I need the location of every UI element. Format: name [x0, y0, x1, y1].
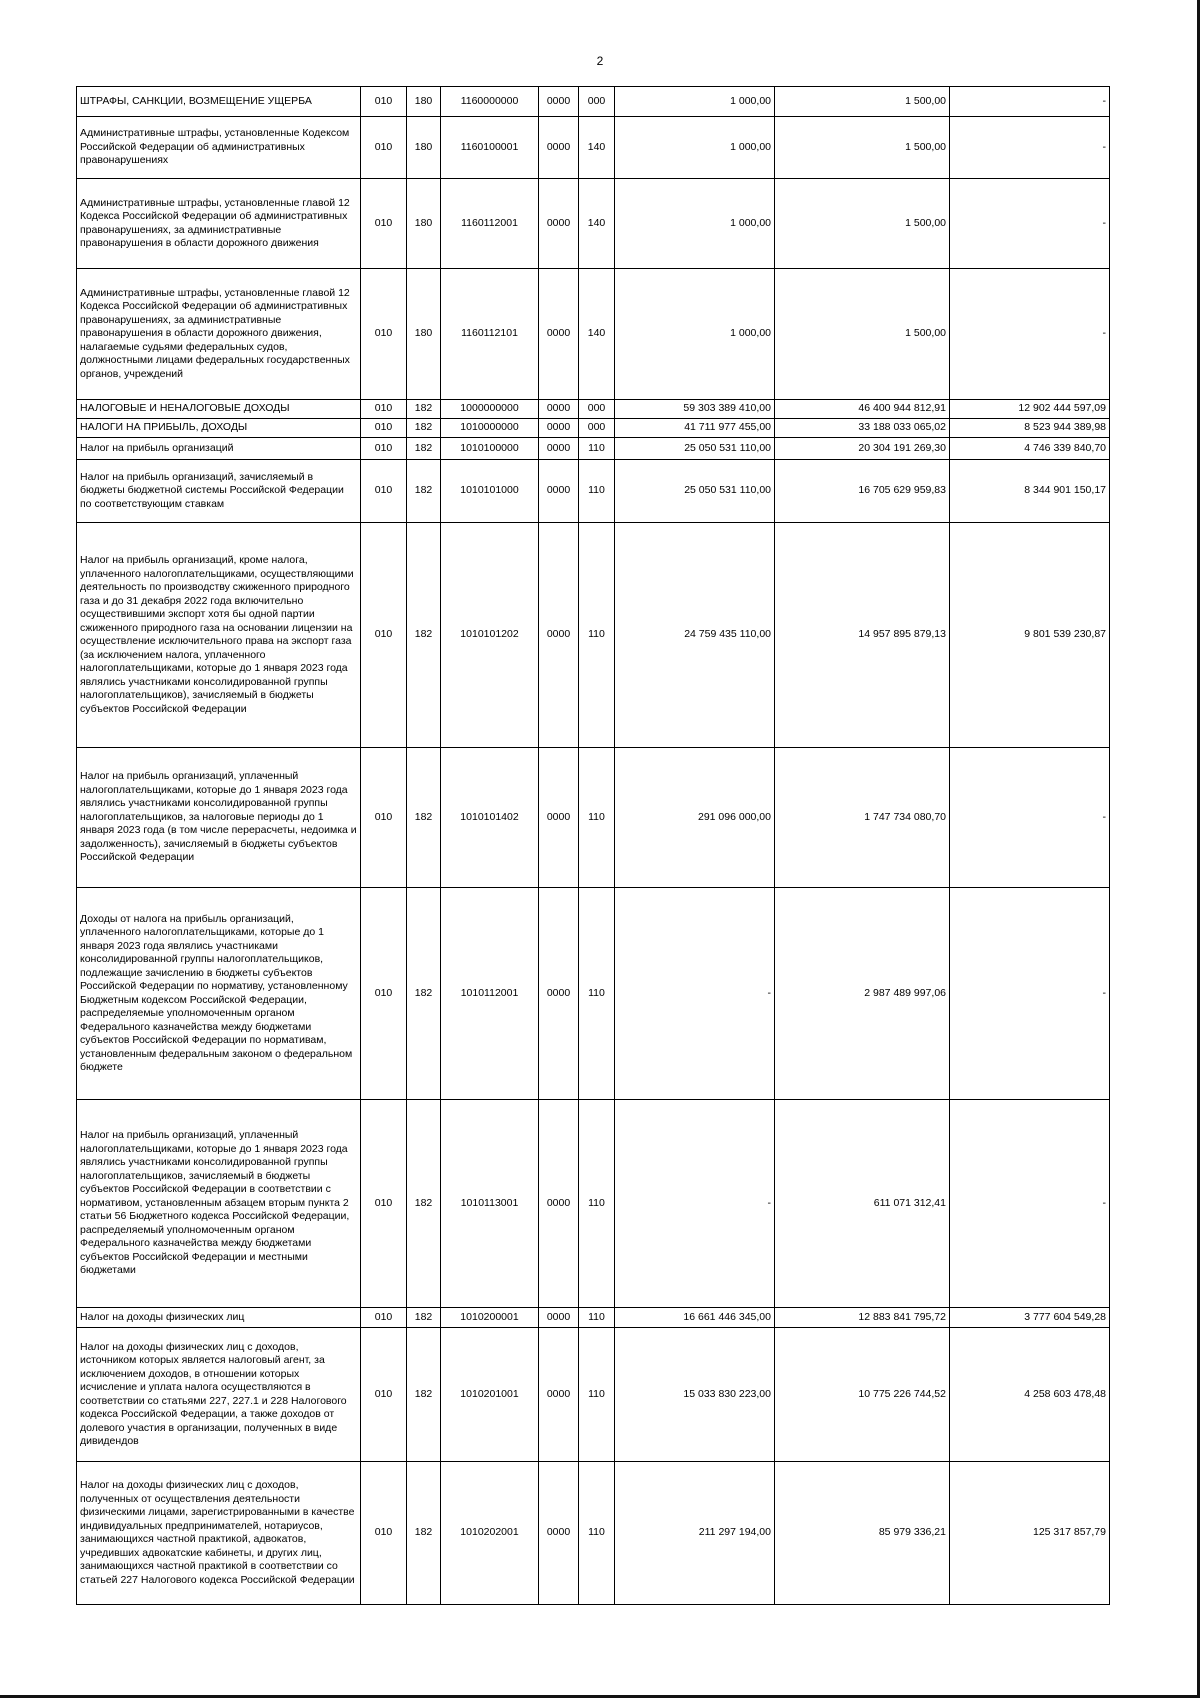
code-cell: 182: [407, 438, 441, 460]
value-cell: 125 317 857,79: [950, 1462, 1110, 1605]
code-cell: 180: [407, 87, 441, 117]
code-cell: 180: [407, 179, 441, 269]
value-cell: 8 523 944 389,98: [950, 419, 1110, 438]
row-name: НАЛОГОВЫЕ И НЕНАЛОГОВЫЕ ДОХОДЫ: [77, 400, 361, 419]
code-cell: 010: [361, 1100, 407, 1308]
code-cell: 0000: [539, 179, 579, 269]
row-name: Налог на доходы физических лиц: [77, 1308, 361, 1328]
table-row: [77, 888, 1110, 1100]
code-cell: 0000: [539, 888, 579, 1100]
value-cell: 20 304 191 269,30: [775, 438, 950, 460]
value-cell: 1 500,00: [775, 117, 950, 179]
code-cell: 1010101402: [441, 748, 539, 888]
code-cell: 010: [361, 748, 407, 888]
code-cell: 0000: [539, 1328, 579, 1462]
value-cell: 1 500,00: [775, 269, 950, 400]
value-cell: 59 303 389 410,00: [615, 400, 775, 419]
value-cell: 8 344 901 150,17: [950, 460, 1110, 523]
table-row: [77, 179, 1110, 269]
code-cell: 010: [361, 1328, 407, 1462]
code-cell: 000: [579, 87, 615, 117]
code-cell: 0000: [539, 269, 579, 400]
value-cell: -: [950, 748, 1110, 888]
code-cell: 140: [579, 179, 615, 269]
value-cell: 25 050 531 110,00: [615, 438, 775, 460]
code-cell: 110: [579, 1328, 615, 1462]
value-cell: -: [950, 888, 1110, 1100]
value-cell: 25 050 531 110,00: [615, 460, 775, 523]
table-row: [77, 523, 1110, 748]
row-name: Налог на прибыль организаций: [77, 438, 361, 460]
row-name: Налог на прибыль организаций, уплаченный налогоплательщиками, которые до 1 января 2023 года являлись участниками консолидированной группы налогоплательщиков, за налоговые периоды до 1 января 2023 года (в том числе перерасчеты, недоимка и задолженность), зачисляемый в бюджеты субъектов Российской Федерации: [77, 748, 361, 888]
row-name: Налог на доходы физических лиц с доходов, источником которых является налоговый агент, за исключением доходов, в отношении которых исчисление и уплата налога осуществляются в соответствии со статьями 227, 227.1 и 228 Налогового кодекса Российской Федерации, а также доходов от долевого участия в организации, полученных в виде дивидендов: [77, 1328, 361, 1462]
code-cell: 010: [361, 1308, 407, 1328]
code-cell: 182: [407, 460, 441, 523]
code-cell: 140: [579, 269, 615, 400]
value-cell: 85 979 336,21: [775, 1462, 950, 1605]
code-cell: 182: [407, 1462, 441, 1605]
code-cell: 110: [579, 1100, 615, 1308]
code-cell: 010: [361, 269, 407, 400]
code-cell: 182: [407, 419, 441, 438]
code-cell: 1010100000: [441, 438, 539, 460]
code-cell: 0000: [539, 1462, 579, 1605]
code-cell: 010: [361, 460, 407, 523]
code-cell: 0000: [539, 117, 579, 179]
table-row: [77, 438, 1110, 460]
value-cell: 14 957 895 879,13: [775, 523, 950, 748]
value-cell: 1 500,00: [775, 179, 950, 269]
value-cell: 12 902 444 597,09: [950, 400, 1110, 419]
code-cell: 182: [407, 1308, 441, 1328]
code-cell: 1010101000: [441, 460, 539, 523]
value-cell: -: [950, 117, 1110, 179]
code-cell: 0000: [539, 87, 579, 117]
value-cell: 1 000,00: [615, 87, 775, 117]
value-cell: -: [615, 1100, 775, 1308]
table-row: [77, 748, 1110, 888]
code-cell: 000: [579, 419, 615, 438]
value-cell: 24 759 435 110,00: [615, 523, 775, 748]
code-cell: 0000: [539, 1308, 579, 1328]
row-name: Налог на прибыль организаций, кроме налога, уплаченного налогоплательщиками, осуществляющими деятельность по производству сжиженного природного газа и до 31 декабря 2022 года включительно осуществившими экспорт хотя бы одной партии сжиженного природного газа на основании лицензии на осуществление исключительного права на экспорт газа (за исключением налога, уплаченного налогоплательщиками, которые до 1 января 2023 года являлись участниками консолидированной группы налогоплательщиков), зачисляемый в бюджеты субъектов Российской Федерации: [77, 523, 361, 748]
table-row: [77, 419, 1110, 438]
value-cell: 15 033 830 223,00: [615, 1328, 775, 1462]
code-cell: 010: [361, 523, 407, 748]
code-cell: 010: [361, 1462, 407, 1605]
page-number: 2: [596, 54, 604, 68]
table-row: [77, 269, 1110, 400]
value-cell: -: [950, 1100, 1110, 1308]
code-cell: 1160112001: [441, 179, 539, 269]
code-cell: 1160000000: [441, 87, 539, 117]
code-cell: 0000: [539, 419, 579, 438]
row-name: НАЛОГИ НА ПРИБЫЛЬ, ДОХОДЫ: [77, 419, 361, 438]
table-row: [77, 400, 1110, 419]
code-cell: 1010000000: [441, 419, 539, 438]
code-cell: 182: [407, 1100, 441, 1308]
row-name: Налог на доходы физических лиц с доходов, полученных от осуществления деятельности физическими лицами, зарегистрированными в качестве индивидуальных предпринимателей, нотариусов, занимающихся частной практикой, адвокатов, учредивших адвокатские кабинеты, и других лиц, занимающихся частной практикой в соответствии со статьей 227 Налогового кодекса Российской Федерации: [77, 1462, 361, 1605]
value-cell: 1 500,00: [775, 87, 950, 117]
value-cell: 10 775 226 744,52: [775, 1328, 950, 1462]
code-cell: 110: [579, 888, 615, 1100]
row-name: Налог на прибыль организаций, уплаченный налогоплательщиками, которые до 1 января 2023 года являлись участниками консолидированной группы налогоплательщиков, зачисляемый в бюджеты субъектов Российской Федерации в соответствии с нормативом, установленным абзацем вторым пункта 2 статьи 56 Бюджетного кодекса Российской Федерации, распределяемый уполномоченным органом Федерального казначейства между бюджетами субъектов Российской Федерации и местными бюджетами: [77, 1100, 361, 1308]
code-cell: 182: [407, 888, 441, 1100]
code-cell: 0000: [539, 748, 579, 888]
code-cell: 110: [579, 438, 615, 460]
code-cell: 180: [407, 269, 441, 400]
value-cell: 4 746 339 840,70: [950, 438, 1110, 460]
value-cell: -: [615, 888, 775, 1100]
value-cell: 211 297 194,00: [615, 1462, 775, 1605]
value-cell: 4 258 603 478,48: [950, 1328, 1110, 1462]
value-cell: 1 000,00: [615, 117, 775, 179]
value-cell: 3 777 604 549,28: [950, 1308, 1110, 1328]
code-cell: 1160100001: [441, 117, 539, 179]
budget-revenue-table: [76, 86, 1110, 1605]
code-cell: 010: [361, 400, 407, 419]
row-name: Доходы от налога на прибыль организаций, уплаченного налогоплательщиками, которые до 1 января 2023 года являлись участниками консолидированной группы налогоплательщиков, подлежащие зачислению в бюджеты субъектов Российской Федерации по нормативу, установленному Бюджетным кодексом Российской Федерации, распределяемые уполномоченным органом Федерального казначейства между бюджетами субъектов Российской Федерации по нормативам, установленным федеральным законом о федеральном бюджете: [77, 888, 361, 1100]
value-cell: 33 188 033 065,02: [775, 419, 950, 438]
value-cell: 1 747 734 080,70: [775, 748, 950, 888]
code-cell: 1010101202: [441, 523, 539, 748]
value-cell: 46 400 944 812,91: [775, 400, 950, 419]
code-cell: 110: [579, 523, 615, 748]
value-cell: 9 801 539 230,87: [950, 523, 1110, 748]
code-cell: 180: [407, 117, 441, 179]
table-row: [77, 117, 1110, 179]
table-row: [77, 1308, 1110, 1328]
code-cell: 1010201001: [441, 1328, 539, 1462]
code-cell: 1160112101: [441, 269, 539, 400]
code-cell: 1010200001: [441, 1308, 539, 1328]
code-cell: 110: [579, 1308, 615, 1328]
table-row: [77, 1100, 1110, 1308]
value-cell: 2 987 489 997,06: [775, 888, 950, 1100]
code-cell: 010: [361, 117, 407, 179]
code-cell: 110: [579, 1462, 615, 1605]
code-cell: 110: [579, 748, 615, 888]
value-cell: 41 711 977 455,00: [615, 419, 775, 438]
code-cell: 0000: [539, 1100, 579, 1308]
code-cell: 182: [407, 400, 441, 419]
value-cell: 1 000,00: [615, 269, 775, 400]
table-row: [77, 1328, 1110, 1462]
code-cell: 1010112001: [441, 888, 539, 1100]
code-cell: 1010113001: [441, 1100, 539, 1308]
code-cell: 182: [407, 523, 441, 748]
code-cell: 010: [361, 438, 407, 460]
code-cell: 182: [407, 1328, 441, 1462]
row-name: Административные штрафы, установленные Кодексом Российской Федерации об административных правонарушениях: [77, 117, 361, 179]
code-cell: 110: [579, 460, 615, 523]
value-cell: -: [950, 179, 1110, 269]
code-cell: 0000: [539, 523, 579, 748]
table-row: [77, 460, 1110, 523]
code-cell: 010: [361, 888, 407, 1100]
table-row: [77, 87, 1110, 117]
code-cell: 140: [579, 117, 615, 179]
value-cell: 16 661 446 345,00: [615, 1308, 775, 1328]
value-cell: -: [950, 269, 1110, 400]
row-name: Налог на прибыль организаций, зачисляемый в бюджеты бюджетной системы Российской Федерации по соответствующим ставкам: [77, 460, 361, 523]
code-cell: 000: [579, 400, 615, 419]
code-cell: 010: [361, 179, 407, 269]
code-cell: 0000: [539, 460, 579, 523]
value-cell: 16 705 629 959,83: [775, 460, 950, 523]
value-cell: 12 883 841 795,72: [775, 1308, 950, 1328]
code-cell: 010: [361, 419, 407, 438]
value-cell: 611 071 312,41: [775, 1100, 950, 1308]
code-cell: 1000000000: [441, 400, 539, 419]
row-name: ШТРАФЫ, САНКЦИИ, ВОЗМЕЩЕНИЕ УЩЕРБА: [77, 87, 361, 117]
row-name: Административные штрафы, установленные главой 12 Кодекса Российской Федерации об административных правонарушениях, за административные правонарушения в области дорожного движения: [77, 179, 361, 269]
code-cell: 1010202001: [441, 1462, 539, 1605]
value-cell: 1 000,00: [615, 179, 775, 269]
value-cell: 291 096 000,00: [615, 748, 775, 888]
code-cell: 182: [407, 748, 441, 888]
code-cell: 0000: [539, 400, 579, 419]
code-cell: 010: [361, 87, 407, 117]
value-cell: -: [950, 87, 1110, 117]
row-name: Административные штрафы, установленные главой 12 Кодекса Российской Федерации об административных правонарушениях, за административные правонарушения в области дорожного движения, налагаемые судьями федеральных судов, должностными лицами федеральных государственных органов, учреждений: [77, 269, 361, 400]
code-cell: 0000: [539, 438, 579, 460]
table-row: [77, 1462, 1110, 1605]
